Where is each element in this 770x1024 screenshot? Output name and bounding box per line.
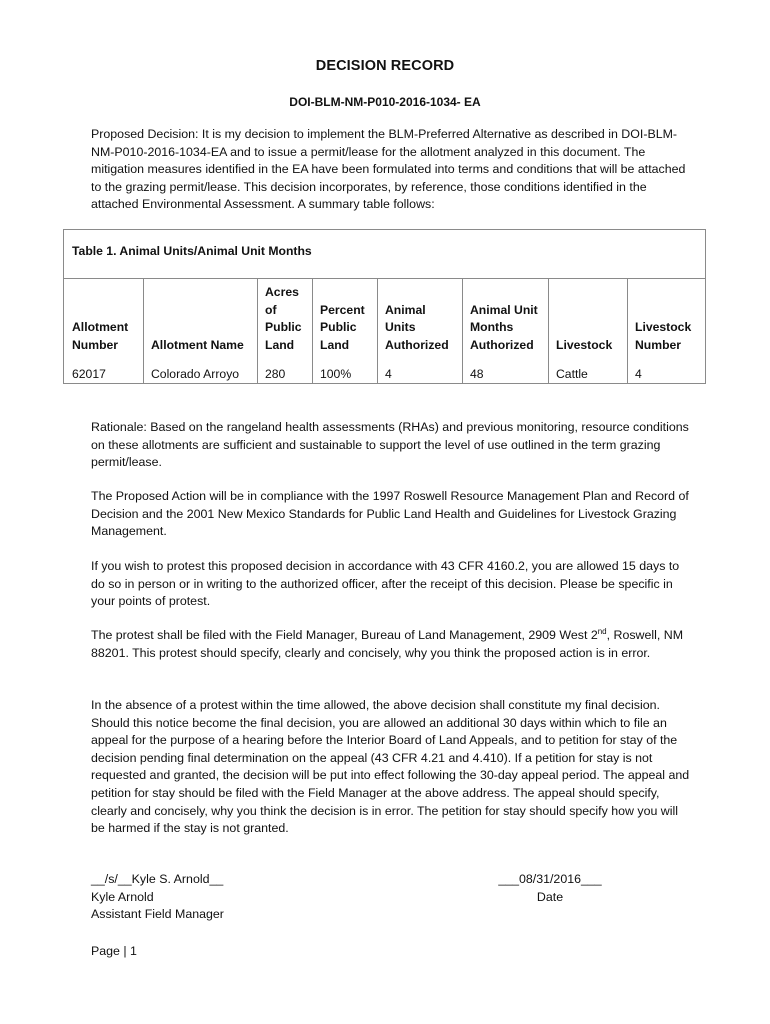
column-header: Acres of Public Land	[265, 285, 302, 352]
date-line: ___08/31/2016___	[498, 872, 602, 886]
table-cell: 280	[265, 367, 286, 381]
rationale-paragraph: Rationale: Based on the rangeland health assessments (RHAs) and previous monitoring, resource conditions on these allotments are sufficient and sustainable to support the level of use outlined in the term grazing permit/lease.	[91, 420, 689, 470]
table-caption: Table 1. Animal Units/Animal Unit Months	[72, 244, 312, 258]
column-percent-public	[312, 278, 377, 383]
table-cell: 100%	[320, 367, 352, 381]
page-number: Page | 1	[91, 944, 137, 958]
signature-block	[91, 871, 224, 924]
column-header: Percent Public Land	[320, 302, 365, 352]
date-block	[497, 871, 603, 906]
protest-intro-paragraph: If you wish to protest this proposed decision in accordance with 43 CFR 4160.2, you are allowed 15 days to do so in person or in writing to the authorized officer, after the receipt of this decision. Please be specific in your points of protest.	[91, 559, 680, 609]
document-number: DOI-BLM-NM-P010-2016-1034- EA	[289, 95, 481, 109]
appeal-paragraph: In the absence of a protest within the time allowed, the above decision shall constitute my final decision. Should this notice become the final decision, you are allowed an additional 30 days within which to file an appeal for the purpose of a hearing before the Interior Board of Land Appeals, and to petition for stay of the decision pending final determination on the appeal (43 CFR 4.21 and 4.410). If a petition for stay is not requested and granted, the decision will be put into effect following the 30-day appeal period. The appeal and petition for stay should be filed with the Field Manager at the above address. The appeal should specify, clearly and concisely, why you think the decision is in error. The petition for stay should specify how you will be harmed if the stay is not granted.	[91, 698, 690, 836]
animal-units-table	[63, 229, 706, 384]
protest-filing-paragraph: The protest shall be filed with the Field Manager, Bureau of Land Management, 2909 West 2nd, Roswell, NM 88201. This protest should specify, clearly and concisely, why you think the proposed action is in error.	[91, 626, 684, 660]
column-animal-units	[377, 278, 462, 383]
column-header: Animal Unit Months Authorized	[470, 302, 538, 352]
signer-name: Kyle Arnold	[91, 889, 154, 904]
table-cell: 48	[470, 367, 484, 381]
table-cell: 4	[635, 367, 642, 381]
column-aum	[462, 278, 548, 383]
proposed-decision-paragraph	[91, 126, 691, 214]
column-livestock-number	[627, 278, 705, 383]
column-header: Animal Units Authorized	[385, 302, 449, 352]
column-header: Allotment Number	[72, 320, 129, 352]
column-allotment-name	[143, 278, 257, 383]
page-title: DECISION RECORD	[315, 58, 455, 74]
table-cell: Cattle	[556, 367, 588, 381]
proposed-decision-text: Proposed Decision: It is my decision to implement the BLM-Preferred Alternative as described in DOI-BLM-NM-P010-2016-1034-EA and to issue a permit/lease for the allotment analyzed in this document. The mitigation measures identified in the EA have been formulated into terms and conditions that will be attached to the grazing permit/lease. This decision incorporates, by reference, those conditions identified in the attached Environmental Assessment. A summary table follows:	[91, 127, 686, 212]
date-label: Date	[536, 889, 564, 904]
signer-title: Assistant Field Manager	[91, 907, 224, 922]
column-header: Livestock Number	[635, 320, 692, 352]
table-cell: 4	[385, 367, 392, 381]
column-header: Allotment Name	[151, 337, 244, 352]
column-header: Livestock	[556, 337, 613, 352]
table-cell: 62017	[72, 367, 106, 381]
signature-line: __/s/__Kyle S. Arnold__	[91, 872, 224, 886]
column-acres	[257, 278, 312, 383]
column-livestock	[548, 278, 627, 383]
table-cell: Colorado Arroyo	[151, 367, 240, 381]
column-allotment-number	[64, 278, 143, 383]
compliance-paragraph: The Proposed Action will be in compliance with the 1997 Roswell Resource Management Plan and Record of Decision and the 2001 New Mexico Standards for Public Land Health and Guidelines for Livestock Grazing Management.	[91, 489, 689, 539]
